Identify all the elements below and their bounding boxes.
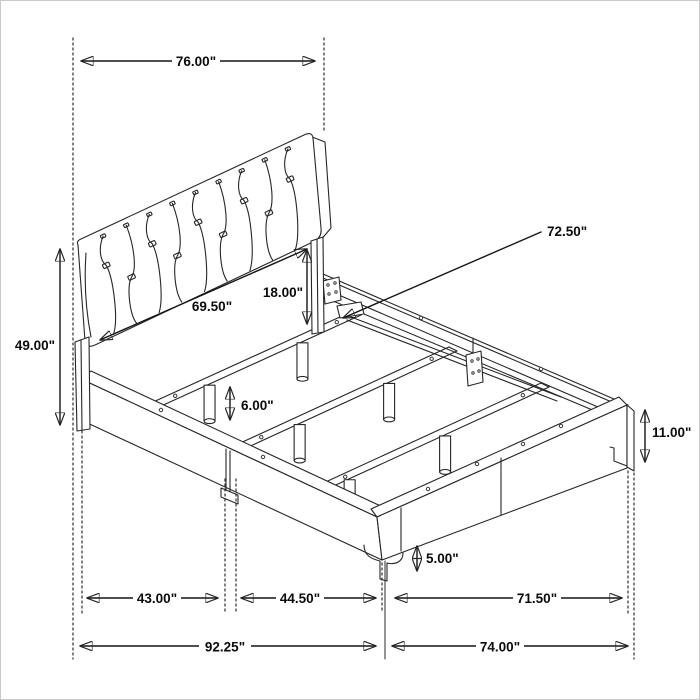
diagram-canvas — [1, 1, 700, 700]
dimension-annotations — [15, 38, 692, 659]
dim-label-slat-leg: 6.00" — [241, 398, 274, 413]
center-bracket — [466, 351, 483, 386]
dim-leader-slat-rail — [343, 232, 541, 318]
dim-label-overall-width: 76.00" — [175, 54, 217, 69]
dim-label-footboard-height: 11.00" — [652, 425, 692, 440]
near-side-rail — [81, 371, 385, 560]
footboard — [371, 397, 634, 560]
dim-label-frame-length: 74.00" — [479, 639, 521, 655]
dim-label-overall-length: 92.25" — [204, 639, 246, 655]
dim-label-panel-width: 69.50" — [191, 299, 233, 314]
dim-label-clearance: 18.00" — [262, 285, 303, 300]
mounting-bracket — [323, 277, 341, 304]
dim-label-mid-section: 44.50" — [279, 591, 321, 606]
dim-label-foot-leg: 5.00" — [426, 551, 459, 566]
dim-label-headboard-height: 49.00" — [14, 338, 55, 353]
dim-label-side-rail: 71.50" — [516, 591, 558, 606]
headboard-left-leg — [75, 337, 90, 431]
far-side-rail — [323, 274, 628, 420]
dim-label-slat-rail: 72.50" — [547, 224, 588, 239]
dim-label-head-section: 43.00" — [136, 591, 178, 606]
